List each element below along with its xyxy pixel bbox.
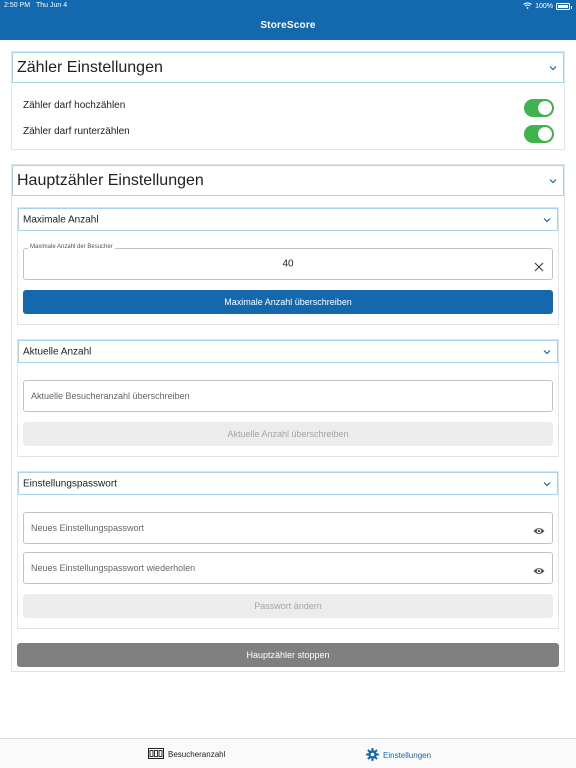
max-anzahl-button[interactable]: Maximale Anzahl überschreiben <box>23 290 553 314</box>
app-title: StoreScore <box>260 20 316 31</box>
status-bar <box>0 0 576 12</box>
aktuelle-anzahl-header[interactable] <box>18 340 558 363</box>
max-anzahl-header[interactable] <box>18 208 558 231</box>
passwort-header[interactable] <box>18 472 558 495</box>
clear-icon[interactable] <box>534 259 544 269</box>
tab-besucheranzahl[interactable] <box>148 748 225 761</box>
eye-icon[interactable] <box>533 563 545 573</box>
max-anzahl-field-label: Maximale Anzahl der Besucher <box>30 244 113 250</box>
wifi-icon <box>523 2 532 11</box>
passwort-wiederholen-input[interactable] <box>23 552 553 584</box>
hauptzaehler-settings-header[interactable] <box>12 165 564 196</box>
status-time: 2:50 PM <box>4 2 31 9</box>
max-anzahl-value: 40 <box>282 258 294 270</box>
chevron-down-icon <box>549 178 557 184</box>
hauptzaehler-stoppen-button[interactable]: Hauptzähler stoppen <box>17 643 559 667</box>
tab-bar <box>0 738 576 768</box>
neues-passwort-placeholder: Neues Einstellungspasswort <box>31 523 145 533</box>
passwort-aendern-button[interactable]: Passwort ändern <box>23 594 553 618</box>
battery-percent: 100% <box>535 3 553 10</box>
aktuelle-anzahl-placeholder: Aktuelle Besucheranzahl überschreiben <box>31 391 190 401</box>
status-right <box>523 2 570 11</box>
aktuelle-anzahl-title: Aktuelle Anzahl <box>23 346 92 357</box>
tab-besucheranzahl-label: Besucheranzahl <box>168 750 226 759</box>
chevron-down-icon <box>543 217 551 223</box>
runterzaehlen-toggle[interactable] <box>524 125 554 143</box>
battery-icon <box>556 3 570 10</box>
aktuelle-anzahl-input[interactable] <box>23 380 553 412</box>
chevron-down-icon <box>543 349 551 355</box>
hauptzaehler-settings-title: Hauptzähler Einstellungen <box>17 171 204 189</box>
runterzaehlen-label: Zähler darf runterzählen <box>23 126 130 137</box>
status-date: Thu Jun 4 <box>36 2 68 9</box>
hochzaehlen-toggle[interactable] <box>524 99 554 117</box>
max-anzahl-input[interactable] <box>23 244 553 280</box>
tab-einstellungen[interactable] <box>366 748 431 763</box>
aktuelle-anzahl-button[interactable]: Aktuelle Anzahl überschreiben <box>23 422 553 446</box>
neues-passwort-input[interactable] <box>23 512 553 544</box>
settings-content <box>0 40 576 738</box>
eye-icon[interactable] <box>533 523 545 533</box>
passwort-wiederholen-placeholder: Neues Einstellungspasswort wiederholen <box>31 563 196 573</box>
gear-icon <box>366 748 379 763</box>
zaehler-settings-title: Zähler Einstellungen <box>17 58 163 76</box>
hochzaehlen-label: Zähler darf hochzählen <box>23 100 126 111</box>
chevron-down-icon <box>549 65 557 71</box>
passwort-title: Einstellungspasswort <box>23 478 117 489</box>
chevron-down-icon <box>543 481 551 487</box>
app-header <box>0 0 576 40</box>
counter-icon <box>148 748 164 761</box>
tab-einstellungen-label: Einstellungen <box>383 751 432 760</box>
max-anzahl-title: Maximale Anzahl <box>23 214 99 225</box>
zaehler-settings-header[interactable] <box>12 52 564 83</box>
